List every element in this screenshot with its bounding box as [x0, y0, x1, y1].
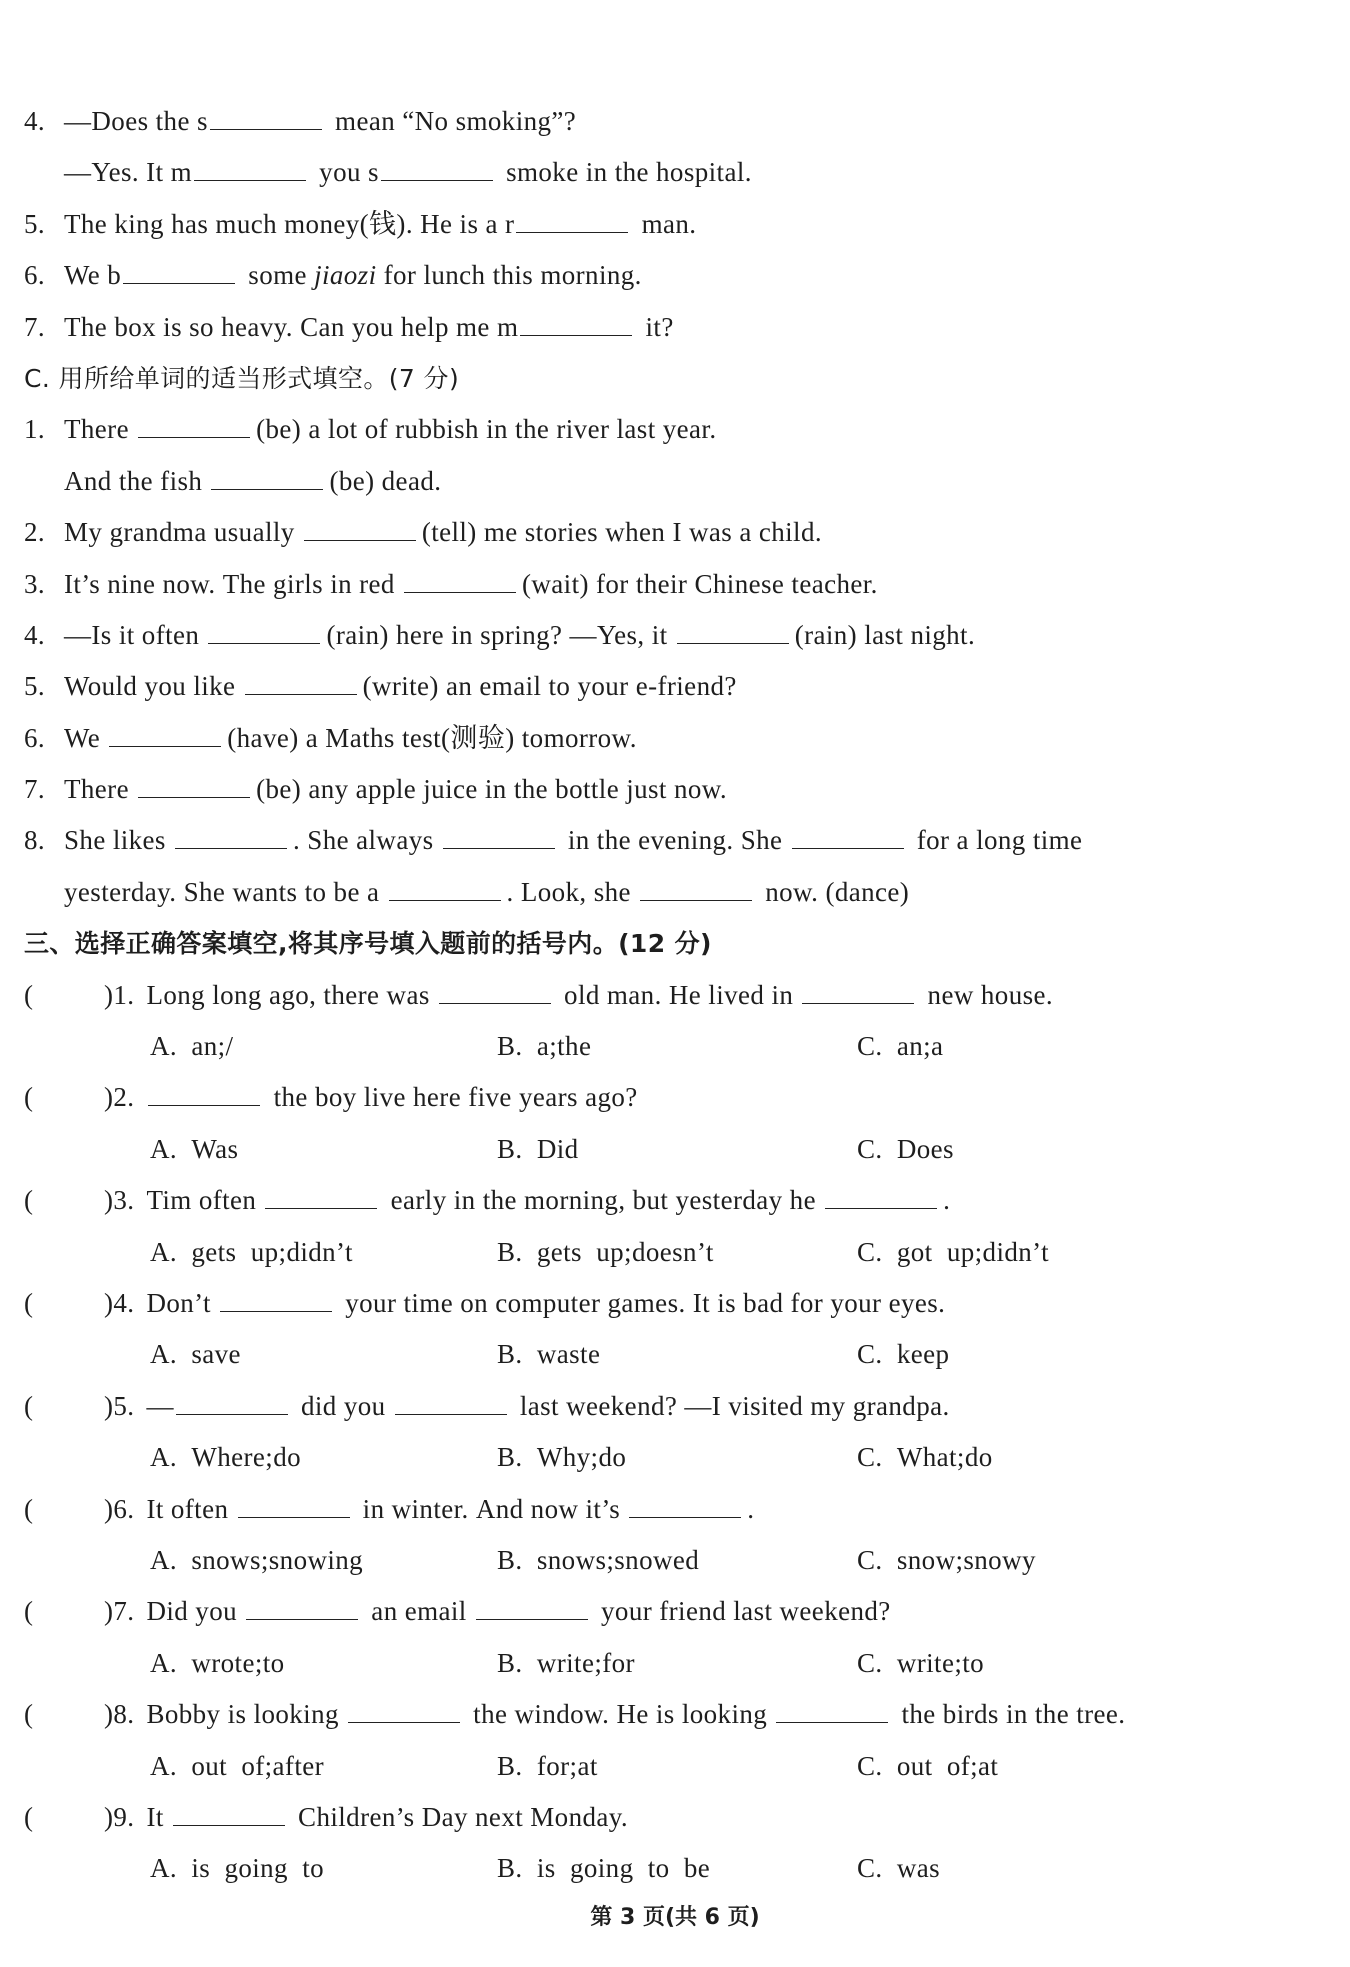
answer-bracket[interactable] — [24, 1072, 104, 1123]
options-row — [24, 1021, 1290, 1072]
question-text: jiaozi — [314, 260, 377, 291]
question-text: (tell) me stories when I was a child. — [421, 517, 822, 548]
section-b-continued — [24, 96, 1290, 353]
answer-blank[interactable] — [211, 465, 323, 490]
question-number: )6. — [104, 1493, 135, 1524]
question-text: Long long ago, there was — [146, 979, 437, 1010]
options-row — [24, 1432, 1290, 1483]
question-text: My grandma usually — [64, 517, 302, 548]
option-b: B. Why;do — [497, 1442, 627, 1473]
question-text: . — [747, 1493, 755, 1524]
answer-blank[interactable] — [776, 1698, 888, 1723]
answer-blank[interactable] — [138, 413, 250, 438]
question-text: man. — [634, 208, 697, 239]
question-line — [24, 96, 1290, 147]
options-row — [24, 1638, 1290, 1689]
question-text: in the evening. She — [560, 825, 790, 856]
section-c-title: C. 用所给单词的适当形式填空。(7 分) — [24, 363, 460, 393]
section-3-list — [24, 970, 1290, 1895]
question-text: now. (dance) — [758, 876, 910, 907]
question-text: your time on computer games. It is bad for your eyes. — [338, 1287, 946, 1318]
question-text: —Is it often — [64, 619, 207, 650]
answer-blank[interactable] — [404, 568, 516, 593]
option-b: B. for;at — [497, 1750, 598, 1781]
option-a: A. gets up;didn’t — [150, 1236, 353, 1267]
choice-question — [24, 1484, 1290, 1535]
option-b: B. waste — [497, 1339, 601, 1370]
option-b: B. snows;snowed — [497, 1544, 700, 1575]
question-text: The king has much money(钱). He is a r — [64, 208, 515, 239]
choice-question — [24, 1792, 1290, 1843]
question-text: for a long time — [909, 825, 1083, 856]
options-row — [24, 1124, 1290, 1175]
open-paren: ( — [24, 1082, 34, 1113]
question-text: Bobby is looking — [146, 1699, 347, 1730]
option-b: B. is going to be — [497, 1853, 711, 1884]
question-line — [24, 713, 1290, 764]
answer-bracket[interactable] — [24, 970, 104, 1021]
question-text: yesterday. She wants to be a — [64, 876, 387, 907]
question-text: The box is so heavy. Can you help me m — [64, 311, 519, 342]
question-text: an email — [364, 1596, 474, 1627]
answer-blank[interactable] — [175, 824, 287, 849]
question-number: )1. — [104, 979, 135, 1010]
question-text: Children’s Day next Monday. — [290, 1801, 629, 1832]
option-c: C. an;a — [857, 1031, 944, 1062]
question-line — [24, 661, 1290, 712]
question-text: . Look, she — [506, 876, 639, 907]
open-paren: ( — [24, 979, 34, 1010]
question-text: smoke in the hospital. — [498, 157, 752, 188]
open-paren: ( — [24, 1185, 34, 1216]
question-text: the window. He is looking — [466, 1699, 775, 1730]
answer-blank[interactable] — [792, 824, 904, 849]
option-c: C. Does — [857, 1133, 954, 1164]
choice-question — [24, 1381, 1290, 1432]
answer-blank[interactable] — [245, 670, 357, 695]
option-c: C. keep — [857, 1339, 950, 1370]
question-text: the boy live here five years ago? — [266, 1082, 638, 1113]
option-a: A. wrote;to — [150, 1647, 285, 1678]
question-text: Tim often — [146, 1185, 264, 1216]
question-number: 5. — [24, 671, 46, 702]
question-text: It often — [146, 1493, 236, 1524]
answer-blank[interactable] — [304, 516, 416, 541]
open-paren: ( — [24, 1699, 34, 1730]
options-row — [24, 1535, 1290, 1586]
answer-blank[interactable] — [238, 1493, 350, 1518]
question-text: And the fish — [64, 465, 210, 496]
question-line — [24, 302, 1290, 353]
answer-blank[interactable] — [476, 1595, 588, 1620]
question-text: We b — [64, 260, 122, 291]
question-text: old man. He lived in — [556, 979, 801, 1010]
answer-blank[interactable] — [246, 1595, 358, 1620]
option-c: C. What;do — [857, 1442, 993, 1473]
question-text: We — [64, 722, 108, 753]
answer-bracket[interactable] — [24, 1278, 104, 1329]
question-number: )8. — [104, 1699, 135, 1730]
answer-blank[interactable] — [123, 259, 235, 284]
options-row — [24, 1329, 1290, 1380]
question-line — [24, 764, 1290, 815]
question-text: Would you like — [64, 671, 243, 702]
option-a: A. Was — [150, 1133, 239, 1164]
option-a: A. snows;snowing — [150, 1544, 364, 1575]
question-text: your friend last weekend? — [593, 1596, 891, 1627]
question-number: 6. — [24, 260, 46, 291]
answer-blank[interactable] — [640, 876, 752, 901]
option-a: A. an;/ — [150, 1031, 234, 1062]
option-c: C. got up;didn’t — [857, 1236, 1049, 1267]
answer-bracket[interactable] — [24, 1175, 104, 1226]
option-a: A. is going to — [150, 1853, 325, 1884]
answer-blank[interactable] — [265, 1184, 377, 1209]
question-text: It — [146, 1801, 171, 1832]
answer-blank[interactable] — [109, 722, 221, 747]
question-text: last weekend? —I visited my grandpa. — [512, 1390, 950, 1421]
option-a: A. out of;after — [150, 1750, 324, 1781]
question-text: early in the morning, but yesterday he — [383, 1185, 824, 1216]
answer-blank[interactable] — [381, 156, 493, 181]
question-line — [24, 199, 1290, 250]
answer-blank[interactable] — [825, 1184, 937, 1209]
question-number: 2. — [24, 517, 46, 548]
question-text: in winter. And now it’s — [355, 1493, 628, 1524]
section-3-title: 三、选择正确答案填空,将其序号填入题前的括号内。(12 分) — [24, 929, 712, 959]
question-text: for lunch this morning. — [376, 260, 642, 291]
answer-blank[interactable] — [439, 979, 551, 1004]
question-text: (write) an email to your e-friend? — [362, 671, 737, 702]
question-text: There — [64, 414, 137, 445]
question-text: —Does the s — [64, 106, 208, 136]
question-number: )9. — [104, 1801, 135, 1832]
question-number: 1. — [24, 414, 46, 445]
answer-blank[interactable] — [194, 156, 306, 181]
answer-bracket[interactable] — [24, 1792, 104, 1843]
answer-bracket[interactable] — [24, 1484, 104, 1535]
question-line — [24, 250, 1290, 301]
question-text: (have) a Maths test(测验) tomorrow. — [227, 722, 637, 753]
question-line — [24, 404, 1290, 455]
option-c: C. out of;at — [857, 1750, 999, 1781]
answer-blank[interactable] — [138, 773, 250, 798]
question-number: )7. — [104, 1596, 135, 1627]
question-text: (rain) last night. — [794, 619, 976, 650]
choice-question — [24, 1586, 1290, 1637]
choice-question — [24, 1175, 1290, 1226]
answer-blank[interactable] — [148, 1081, 260, 1106]
open-paren: ( — [24, 1596, 34, 1627]
question-line — [24, 507, 1290, 558]
choice-question — [24, 1278, 1290, 1329]
question-number: )3. — [104, 1185, 135, 1216]
option-b: B. write;for — [497, 1647, 635, 1678]
answer-bracket[interactable] — [24, 1586, 104, 1637]
question-text: She likes — [64, 825, 173, 856]
question-text: (be) a lot of rubbish in the river last year. — [256, 414, 717, 445]
question-number: 6. — [24, 722, 46, 753]
answer-blank[interactable] — [516, 208, 628, 233]
question-text: (rain) here in spring? —Yes, it — [326, 619, 675, 650]
choice-question — [24, 1689, 1290, 1740]
answer-blank[interactable] — [520, 311, 632, 336]
question-text: . She always — [293, 825, 441, 856]
answer-blank[interactable] — [677, 619, 789, 644]
options-row — [24, 1843, 1290, 1894]
choice-question — [24, 1072, 1290, 1123]
option-b: B. a;the — [497, 1031, 592, 1062]
question-number: 4. — [24, 619, 46, 650]
option-c: C. was — [857, 1853, 941, 1884]
answer-bracket[interactable] — [24, 1381, 104, 1432]
question-line — [24, 559, 1290, 610]
question-text: — — [146, 1390, 174, 1421]
question-number: 7. — [24, 774, 46, 805]
question-text: (be) any apple juice in the bottle just now. — [256, 774, 728, 805]
answer-blank[interactable] — [802, 979, 914, 1004]
question-line — [24, 815, 1290, 866]
question-line — [24, 610, 1290, 661]
question-line — [24, 867, 1290, 918]
option-a: A. Where;do — [150, 1442, 301, 1473]
question-number: 7. — [24, 311, 46, 342]
answer-blank[interactable] — [208, 619, 320, 644]
question-number: 3. — [24, 568, 46, 599]
question-line — [24, 147, 1290, 198]
answer-blank[interactable] — [348, 1698, 460, 1723]
question-number: 8. — [24, 825, 46, 856]
open-paren: ( — [24, 1801, 34, 1832]
answer-blank[interactable] — [443, 824, 555, 849]
question-text: you s — [312, 157, 379, 188]
section-c-list — [24, 404, 1290, 918]
choice-question — [24, 970, 1290, 1021]
open-paren: ( — [24, 1287, 34, 1318]
option-c: C. snow;snowy — [857, 1544, 1036, 1575]
question-text: it? — [638, 311, 674, 342]
question-text: Did you — [146, 1596, 245, 1627]
answer-blank[interactable] — [210, 105, 322, 130]
question-text: the birds in the tree. — [894, 1699, 1126, 1730]
question-text: some — [241, 260, 315, 291]
question-text: new house. — [920, 979, 1054, 1010]
question-text: Don’t — [146, 1287, 219, 1318]
page-footer: 第 3 页(共 6 页) — [590, 1905, 760, 1930]
open-paren: ( — [24, 1390, 34, 1421]
question-text: . — [943, 1185, 951, 1216]
option-b: B. gets up;doesn’t — [497, 1236, 714, 1267]
answer-blank[interactable] — [629, 1493, 741, 1518]
question-number: )4. — [104, 1287, 135, 1318]
option-c: C. write;to — [857, 1647, 985, 1678]
question-text: There — [64, 774, 137, 805]
question-number: )5. — [104, 1390, 135, 1421]
answer-blank[interactable] — [173, 1801, 285, 1826]
question-number: 4. — [24, 106, 46, 136]
question-text: did you — [293, 1390, 393, 1421]
question-text: It’s nine now. The girls in red — [64, 568, 402, 599]
options-row — [24, 1741, 1290, 1792]
question-text: mean “No smoking”? — [327, 106, 577, 136]
option-a: A. save — [150, 1339, 241, 1370]
answer-blank[interactable] — [389, 876, 501, 901]
answer-blank[interactable] — [176, 1390, 288, 1415]
question-text: (wait) for their Chinese teacher. — [522, 568, 878, 599]
question-text: —Yes. It m — [64, 157, 193, 188]
question-number: 5. — [24, 208, 46, 239]
option-b: B. Did — [497, 1133, 579, 1164]
options-row — [24, 1227, 1290, 1278]
question-text: (be) dead. — [329, 465, 442, 496]
answer-bracket[interactable] — [24, 1689, 104, 1740]
question-line — [24, 456, 1290, 507]
answer-blank[interactable] — [395, 1390, 507, 1415]
open-paren: ( — [24, 1493, 34, 1524]
answer-blank[interactable] — [220, 1287, 332, 1312]
question-number: )2. — [104, 1082, 135, 1113]
